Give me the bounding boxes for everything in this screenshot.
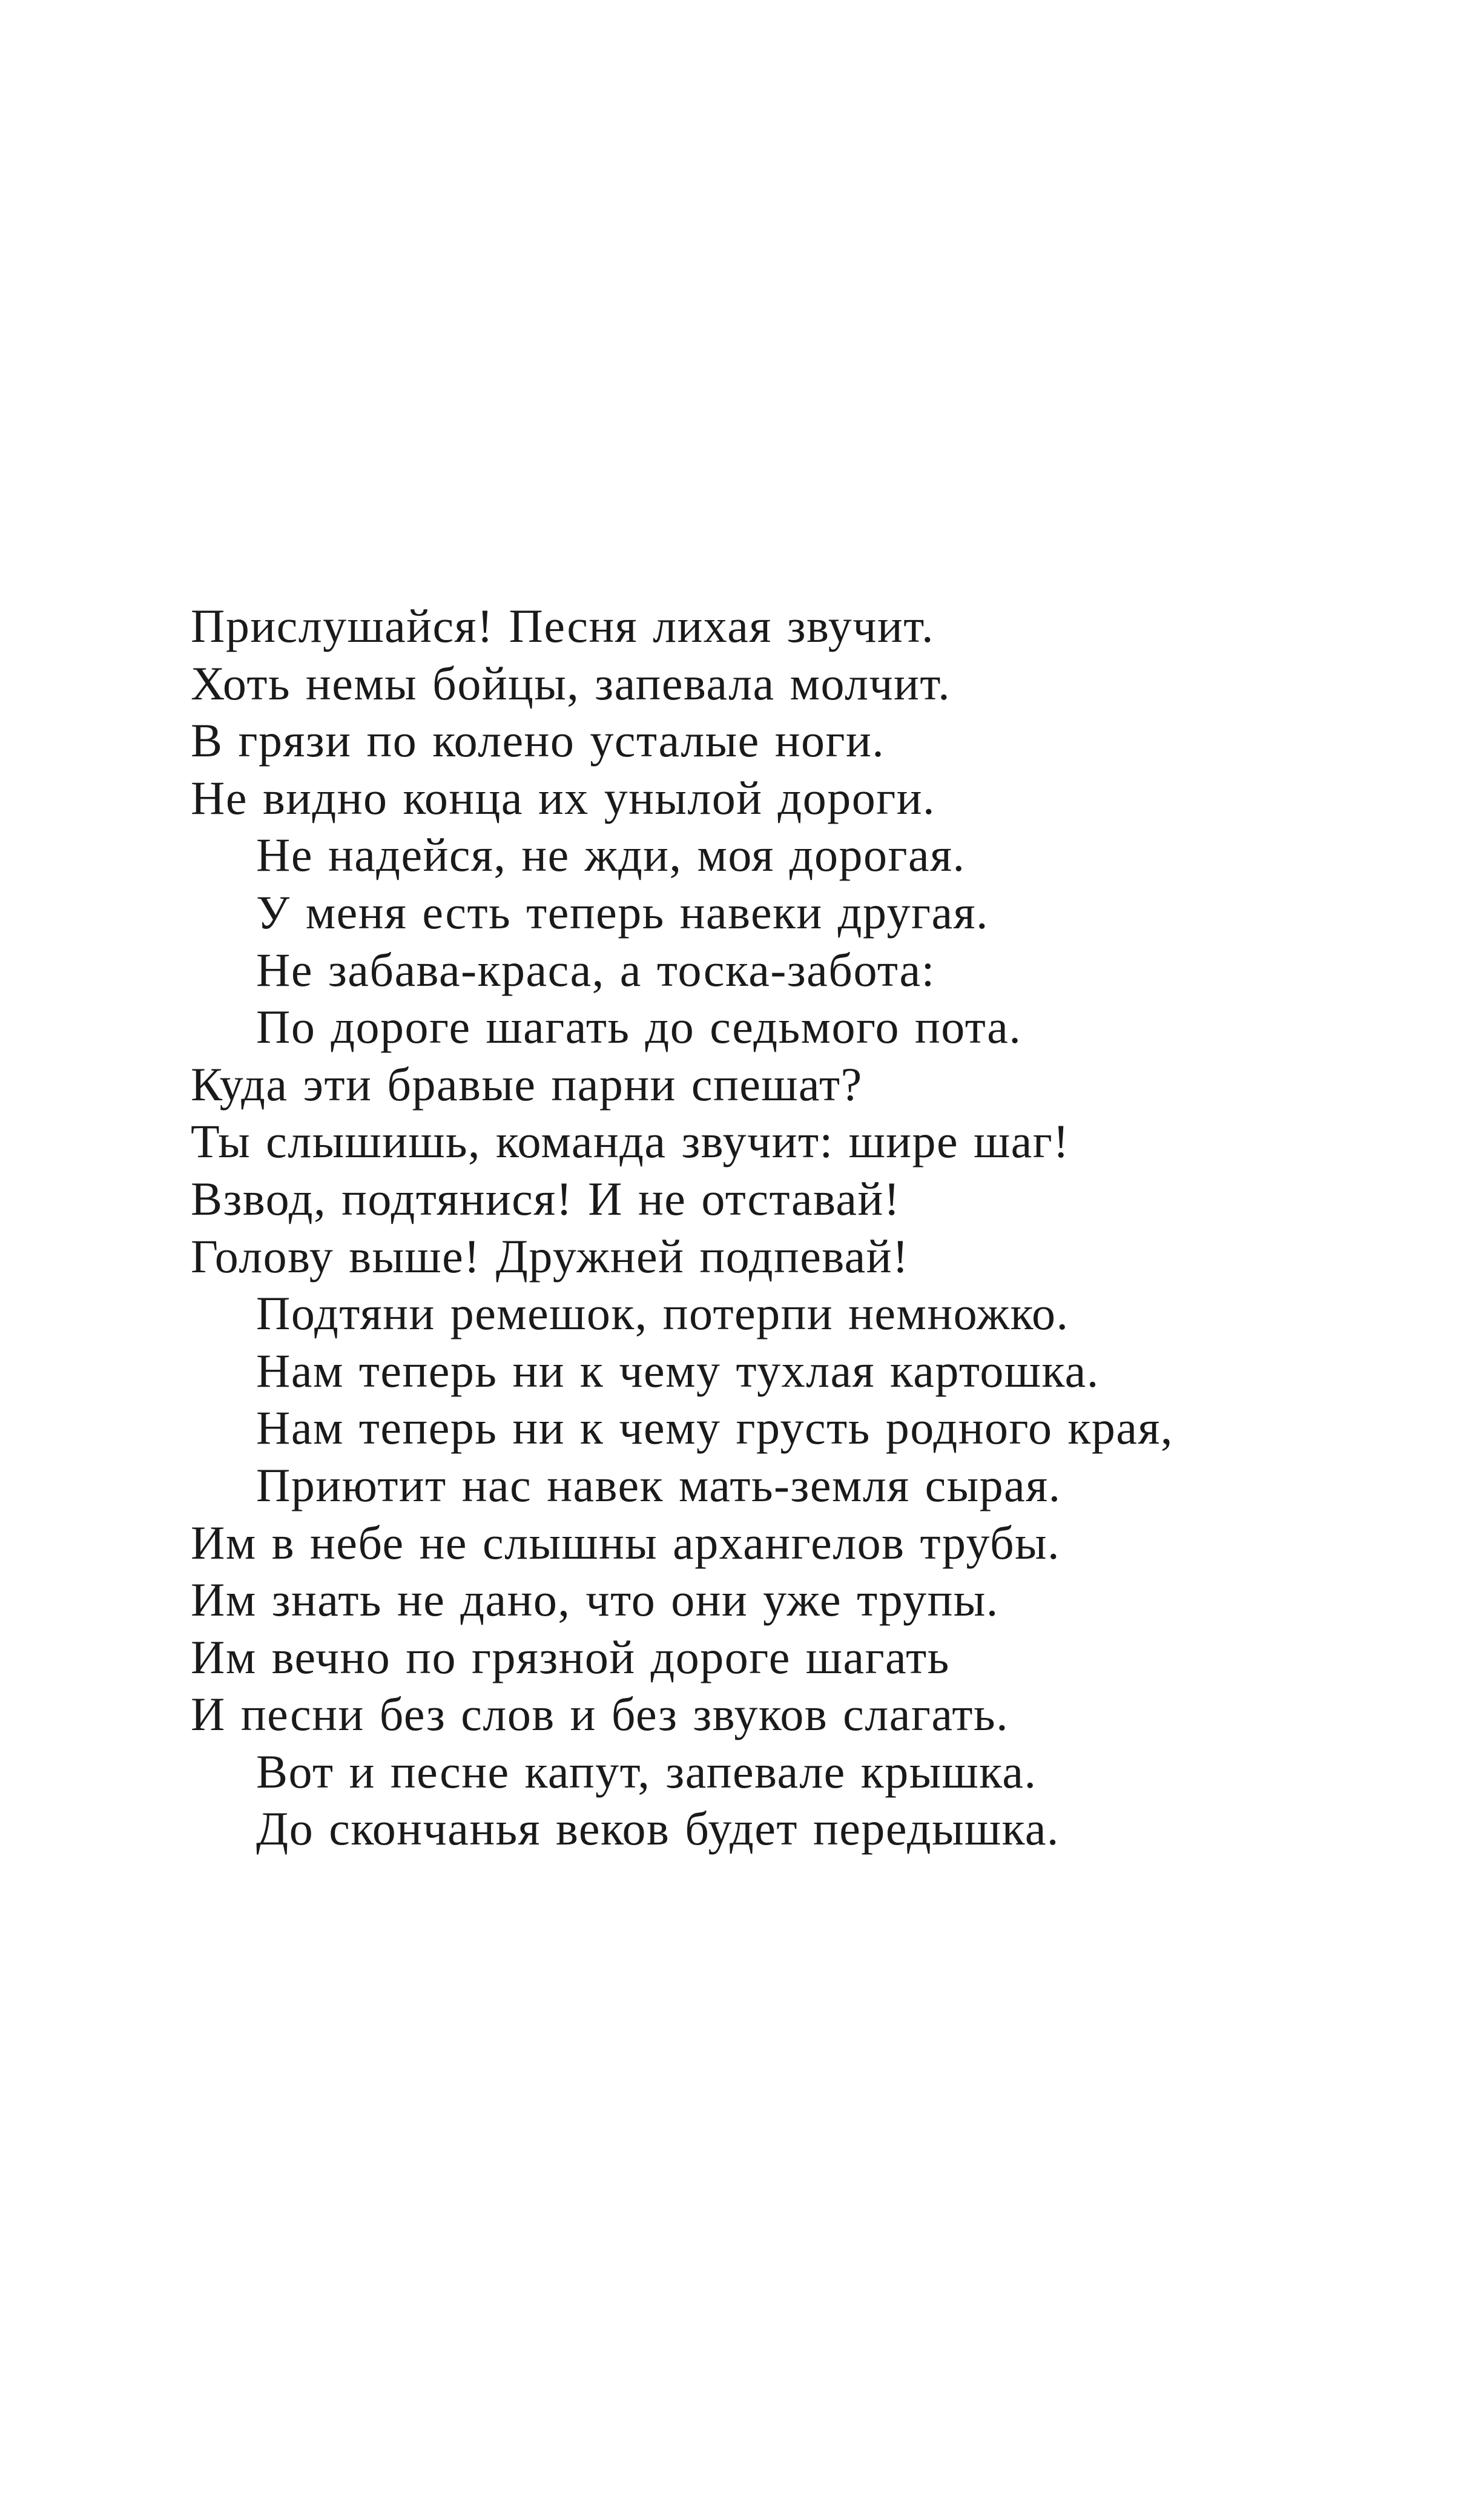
poem-text — [191, 598, 1402, 1858]
poem-line-20: И песни без слов и без звуков слагать. — [191, 1688, 1009, 1741]
poem-line-15: Нам теперь ни к чему грусть родного края, — [256, 1401, 1173, 1455]
poem-line-21: Вот и песне капут, запевале крышка. — [256, 1745, 1037, 1798]
poem-line-2: Хоть немы бойцы, запевала молчит. — [191, 656, 951, 710]
poem-line-12: Голову выше! Дружней подпевай! — [191, 1229, 909, 1283]
poem-line-19: Им вечно по грязной дороге шагать — [191, 1630, 950, 1683]
poem-line-4: Не видно конца их унылой дороги. — [191, 771, 935, 824]
poem-line-17: Им в небе не слышны архангелов трубы. — [191, 1516, 1061, 1569]
poem-line-6: У меня есть теперь навеки другая. — [256, 885, 989, 939]
poem-line-10: Ты слышишь, команда звучит: шире шаг! — [191, 1115, 1070, 1168]
poem-line-1: Прислушайся! Песня лихая звучит. — [191, 599, 934, 652]
poem-line-7: Не забава-краса, а тоска-забота: — [256, 943, 935, 996]
poem-line-16: Приютит нас навек мать-земля сырая. — [256, 1458, 1061, 1511]
poem-line-13: Подтяни ремешок, потерпи немножко. — [256, 1287, 1069, 1340]
poem-line-18: Им знать не дано, что они уже трупы. — [191, 1573, 999, 1627]
poem-line-14: Нам теперь ни к чему тухлая картошка. — [256, 1344, 1100, 1397]
poem-line-3: В грязи по колено усталые ноги. — [191, 714, 885, 767]
poem-line-22: До скончанья веков будет передышка. — [256, 1802, 1060, 1855]
poem-line-5: Не надейся, не жди, моя дорогая. — [256, 828, 966, 882]
poem-line-11: Взвод, подтянися! И не отставай! — [191, 1172, 901, 1225]
poem-line-8: По дороге шагать до седьмого пота. — [256, 1000, 1022, 1054]
poem-line-9: Куда эти бравые парни спешат? — [191, 1057, 863, 1111]
